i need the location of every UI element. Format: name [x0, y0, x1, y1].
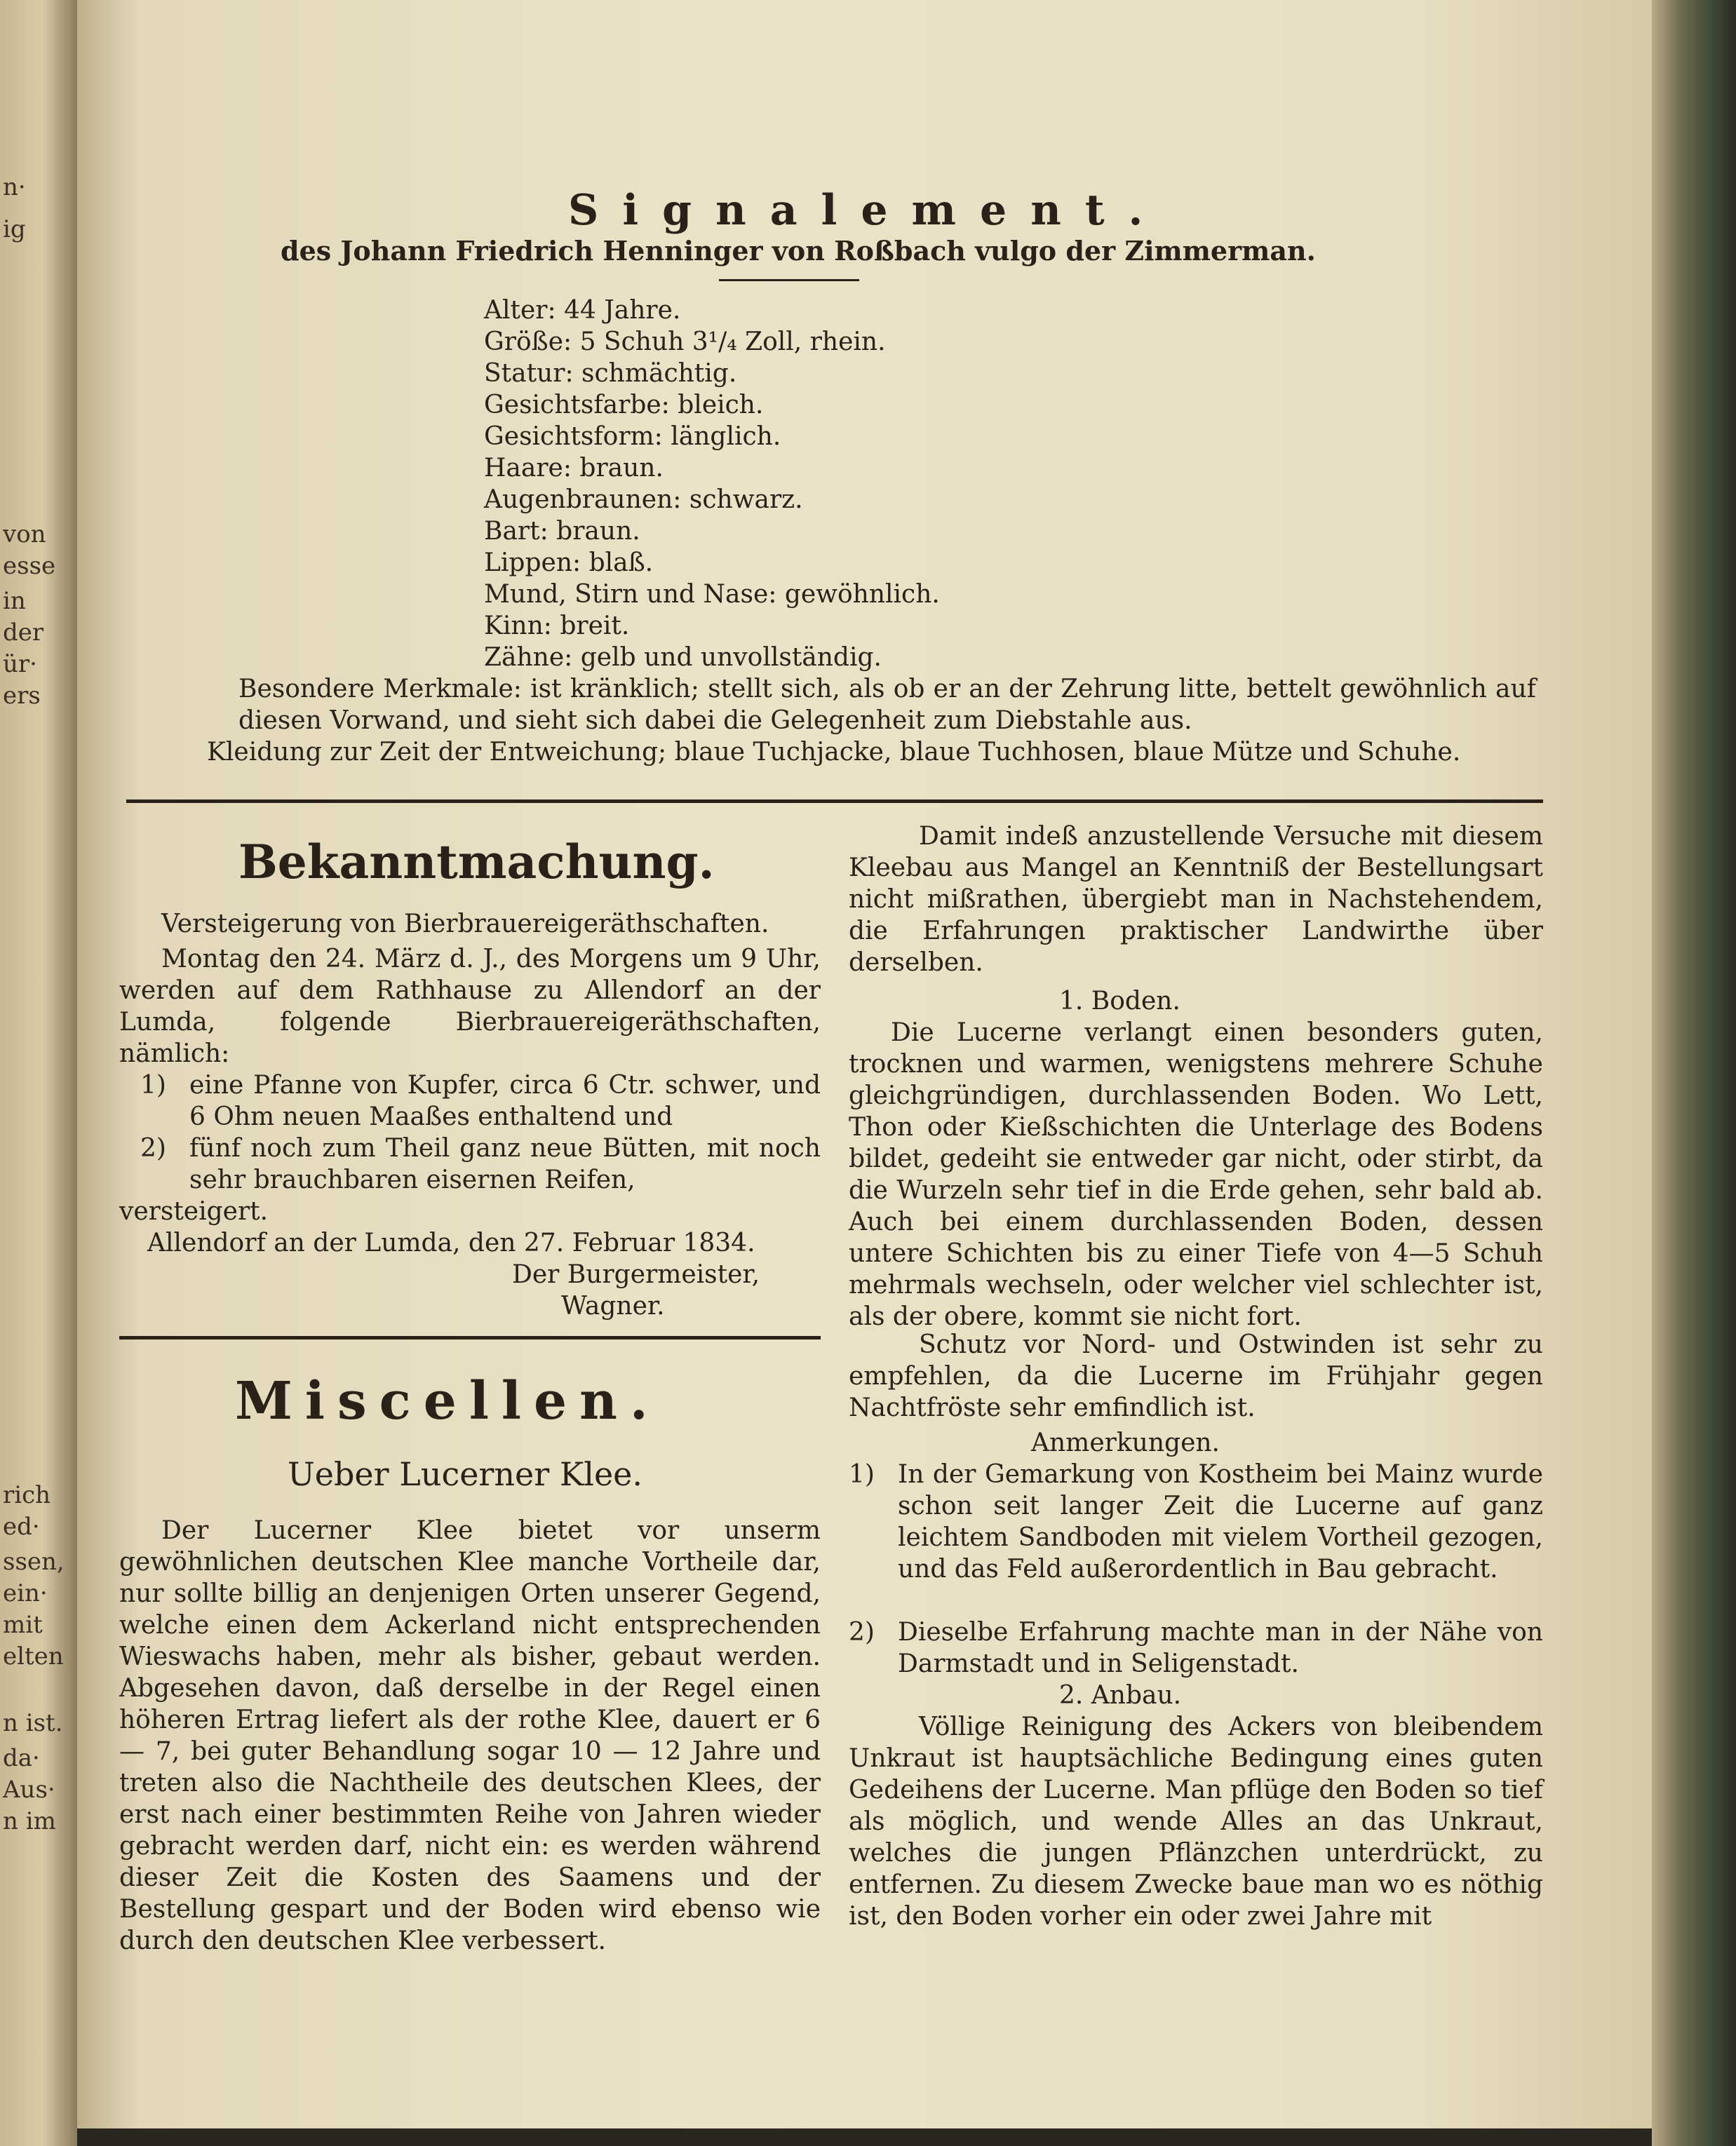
section-text: Völlige Reinigung des Ackers von bleibendem Unkraut ist hauptsächliche Bedingung eines guten Gedeihens der Lucerne. Man pflüge den Boden so tief als möglich, und wende Alles an das Unkraut, welches die jungen Pflänzchen unterdrückt, zu entfernen. Zu diesem Zwecke baue man wo es nöthig ist, den Boden vorher ein oder zwei Jahre mit	[849, 1713, 1543, 1931]
left-page-fragment: ssen,	[3, 1548, 65, 1576]
attribute-line: Gesichtsform: länglich.	[484, 422, 781, 451]
left-page-fragment: n im	[3, 1807, 56, 1835]
signalement-subtitle: des Johann Friedrich Henninger von Roßbach vulgo der Zimmerman.	[281, 235, 1316, 266]
item-number: 1)	[140, 1071, 166, 1100]
signalement-kleidung: Kleidung zur Zeit der Entweichung; blaue Tuchjacke, blaue Tuchhosen, blaue Mütze und Schuhe.	[207, 738, 1461, 767]
attribute-line: Kinn: breit.	[484, 612, 630, 640]
item-text: eine Pfanne von Kupfer, circa 6 Ctr. schwer, und 6 Ohm neuen Maaßes enthaltend und	[189, 1071, 821, 1131]
left-page-fragment: ig	[3, 215, 26, 243]
attribute-line: Haare: braun.	[484, 454, 664, 482]
attribute-line: Bart: braun.	[484, 517, 640, 546]
item-number: 2)	[849, 1618, 875, 1647]
attribute-line: Zähne: gelb und unvollständig.	[484, 643, 882, 672]
article-paragraph: Der Lucerner Klee bietet vor unserm gewöhnlichen deutschen Klee manche Vortheile dar, nur sollte billig an denjenigen Orten unserer Gegend, welche einen dem Ackerland nicht entsprechenden Wieswachs haben, mehr als bisher, gebaut werden. Abgesehen davon, daß derselbe in der Regel einen höheren Ertrag liefert als der rothe Klee, dauert er 6 — 7, bei guter Behandlung sogar 10 — 12 Jahre und treten also die Nachtheile des deutschen Klees, der erst nach einer bestimmten Reihe von Jahren wieder gebracht werden darf, nicht ein: es werden während dieser Zeit die Kosten des Saamens und der Bestellung gespart und der Boden wird ebenso wie durch den deutschen Klee verbessert.	[119, 1516, 821, 1955]
item-number: 1)	[849, 1460, 875, 1489]
bekanntmachung-subheading: Versteigerung von Bierbrauereigeräthschaften.	[161, 910, 769, 938]
book-page	[77, 0, 1652, 2128]
item-text: Dieselbe Erfahrung machte man in der Nähe von Darmstadt und in Seligenstadt.	[898, 1618, 1543, 1678]
attribute-line: Augenbraunen: schwarz.	[484, 485, 803, 514]
left-page-edge	[0, 0, 77, 2146]
anmerkungen-heading: Anmerkungen.	[1031, 1429, 1220, 1457]
left-page-fragment: rich	[3, 1481, 51, 1509]
left-page-fragment: der	[3, 619, 44, 647]
left-page-fragment: von	[3, 520, 46, 548]
left-page-fragment: in	[3, 587, 26, 615]
title-divider	[719, 279, 859, 281]
left-page-fragment: ers	[3, 682, 41, 710]
section-divider	[126, 799, 1543, 803]
bekanntmachung-signer-name: Wagner.	[561, 1292, 665, 1321]
left-page-fragment: n·	[3, 173, 26, 201]
left-page-fragment: esse	[3, 552, 56, 580]
bekanntmachung-item	[140, 1069, 821, 1133]
article-title: Ueber Lucerner Klee.	[288, 1455, 643, 1493]
attribute-line: Statur: schmächtig.	[484, 359, 737, 388]
column-divider	[119, 1336, 821, 1339]
left-page-fragment: da·	[3, 1744, 40, 1772]
anmerkung-item	[849, 1459, 1543, 1617]
left-page-fragment: Aus·	[3, 1776, 55, 1804]
section-heading: 2. Anbau.	[1059, 1681, 1182, 1710]
left-page-fragment: mit	[3, 1611, 43, 1639]
section-text: Die Lucerne verlangt einen besonders guten, trocknen und warmen, wenigstens mehrere Schuhe gleichgründigen, durchlassenden Boden. Wo Lett, Thon oder Kießschichten die Unterlage des Bodens bildet, gedeiht sie entweder gar nicht, oder stirbt, da die Wurzeln sehr tief in die Erde gehen, sehr bald ab. Auch bei einem durchlassenden Boden, dessen untere Schichten bis zu einer Tiefe von 4—5 Schuh mehrmals wechseln, oder welcher viel schlechter ist, als der obere, kommt sie nicht fort.	[849, 1018, 1543, 1331]
miscellen-heading: Miscellen.	[235, 1371, 661, 1431]
bekanntmachung-heading: Bekanntmachung.	[238, 835, 715, 889]
item-text: fünf noch zum Theil ganz neue Bütten, mit noch sehr brauchbaren eisernen Reifen,	[189, 1134, 821, 1194]
item-text: In der Gemarkung von Kostheim bei Mainz wurde schon seit langer Zeit die Lucerne auf ganz leichtem Sandboden mit vielem Vortheil gezogen, und das Feld außerordentlich in Bau gebracht.	[898, 1460, 1543, 1584]
attribute-line: Lippen: blaß.	[484, 548, 654, 577]
bekanntmachung-item	[140, 1133, 821, 1196]
attribute-line: Alter: 44 Jahre.	[484, 296, 681, 325]
anmerkung-item	[849, 1617, 1543, 1680]
attribute-line: Größe: 5 Schuh 3¹/₄ Zoll, rhein.	[484, 328, 886, 356]
left-page-fragment: n ist.	[3, 1709, 63, 1737]
bekanntmachung-place-date: Allendorf an der Lumda, den 27. Februar 1834.	[147, 1229, 755, 1257]
attribute-line: Gesichtsfarbe: bleich.	[484, 391, 764, 419]
bekanntmachung-closing: versteigert.	[119, 1197, 269, 1226]
left-page-fragment: ed·	[3, 1513, 40, 1541]
left-page-fragment: elten	[3, 1642, 64, 1671]
section-text: Schutz vor Nord- und Ostwinden ist sehr zu empfehlen, da die Lucerne im Frühjahr gegen Nachtfröste sehr emfindlich ist.	[849, 1330, 1543, 1422]
book-spine	[1652, 0, 1736, 2146]
signalement-title: Signalement.	[568, 186, 1167, 235]
left-page-fragment: ein·	[3, 1579, 48, 1607]
attribute-line: Mund, Stirn und Nase: gewöhnlich.	[484, 580, 940, 609]
right-intro: Damit indeß anzustellende Versuche mit diesem Kleebau aus Mangel an Kenntniß der Bestellungsart nicht mißrathen, übergiebt man in Nachstehendem, die Erfahrungen praktischer Landwirthe über derselben.	[849, 822, 1543, 977]
bekanntmachung-signer-title: Der Burgermeister,	[512, 1260, 760, 1289]
bekanntmachung-intro: Montag den 24. März d. J., des Morgens um 9 Uhr, werden auf dem Rathhause zu Allendorf an der Lumda, folgende Bierbrauereigeräthschaften, nämlich:	[119, 945, 821, 1068]
item-number: 2)	[140, 1134, 166, 1163]
signalement-merkmale: Besondere Merkmale: ist kränklich; stellt sich, als ob er an der Zehrung litte, bettelt gewöhnlich auf diesen Vorwand, und sieht sich dabei die Gelegenheit zum Diebstahle aus.	[238, 675, 1536, 735]
left-page-fragment: ür·	[3, 650, 37, 678]
section-heading: 1. Boden.	[1059, 987, 1180, 1015]
